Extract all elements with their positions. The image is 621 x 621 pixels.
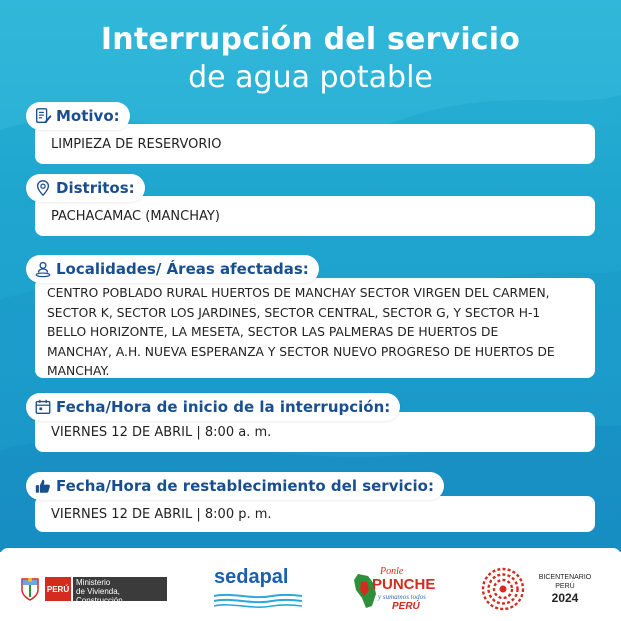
location-pin-icon xyxy=(34,179,52,197)
bicentenario-emblem-icon xyxy=(480,566,526,612)
title-line-2: de agua potable xyxy=(188,60,433,95)
peru-coat-of-arms-icon xyxy=(18,576,42,602)
document-pen-icon xyxy=(34,107,52,125)
restablecimiento-label xyxy=(26,472,444,500)
localidades-line: BELLO HORIZONTE, LA MESETA, SECTOR LAS PALMERAS DE HUERTOS DE xyxy=(47,325,499,339)
bicentenario-logo xyxy=(480,566,604,612)
motivo-label xyxy=(26,102,130,130)
person-location-icon xyxy=(34,260,52,278)
localidades-line: MANCHAY. xyxy=(47,364,110,378)
motivo-value-box xyxy=(35,124,595,164)
bicentenario-text-block: BICENTENARIO PERÚ 2024 xyxy=(538,574,592,605)
inicio-label-text: Fecha/Hora de inicio de la interrupción: xyxy=(56,398,391,416)
localidades-line: MANCHAY, A.H. NUEVA ESPERANZA Y SECTOR NUEVO PROGRESO DE HUERTOS DE xyxy=(47,344,555,359)
distritos-label-text: Distritos: xyxy=(56,179,135,197)
localidades-label xyxy=(26,255,319,283)
distritos-value-box xyxy=(35,196,595,236)
inicio-value: VIERNES 12 DE ABRIL | 8:00 a. m. xyxy=(51,424,272,440)
title-line-1: Interrupción del servicio xyxy=(100,22,521,57)
localidades-label-text: Localidades/ Áreas afectadas: xyxy=(56,260,309,278)
ministerio-logo xyxy=(18,574,168,614)
restablecimiento-label-text: Fecha/Hora de restablecimiento del servicio: xyxy=(56,477,434,495)
localidades-line: CENTRO POBLADO RURAL HUERTOS DE MANCHAY SECTOR VIRGEN DEL CARMEN, xyxy=(47,286,550,300)
thumbs-up-icon xyxy=(34,477,52,495)
motivo-label-text: Motivo: xyxy=(56,107,120,125)
distritos-value: PACHACAMAC (MANCHAY) xyxy=(51,208,220,224)
sedapal-logo xyxy=(212,566,304,610)
motivo-value: LIMPIEZA DE RESERVORIO xyxy=(51,136,222,152)
localidades-line: SECTOR K, SECTOR LOS JARDINES, SECTOR CENTRAL, SECTOR G, Y SECTOR H-1 xyxy=(47,305,541,320)
sedapal-wordmark: sedapal xyxy=(214,566,289,588)
ponle-punche-logo: Ponle PUNCHE y sumamos todos PERÚ xyxy=(352,566,430,614)
peru-red-badge: PERÚ xyxy=(45,577,71,601)
restablecimiento-value-box xyxy=(35,496,595,532)
calendar-icon xyxy=(34,398,52,416)
footer-logos xyxy=(0,548,621,621)
restablecimiento-value: VIERNES 12 DE ABRIL | 8:00 p. m. xyxy=(51,506,272,522)
ministerio-name-block: Ministerio de Vivienda, Construcción y Saneamiento xyxy=(73,577,167,601)
localidades-lines xyxy=(47,284,555,382)
sedapal-waves-icon xyxy=(212,592,304,608)
localidades-value-box xyxy=(35,278,595,378)
distritos-label xyxy=(26,174,145,202)
inicio-label xyxy=(26,393,400,421)
